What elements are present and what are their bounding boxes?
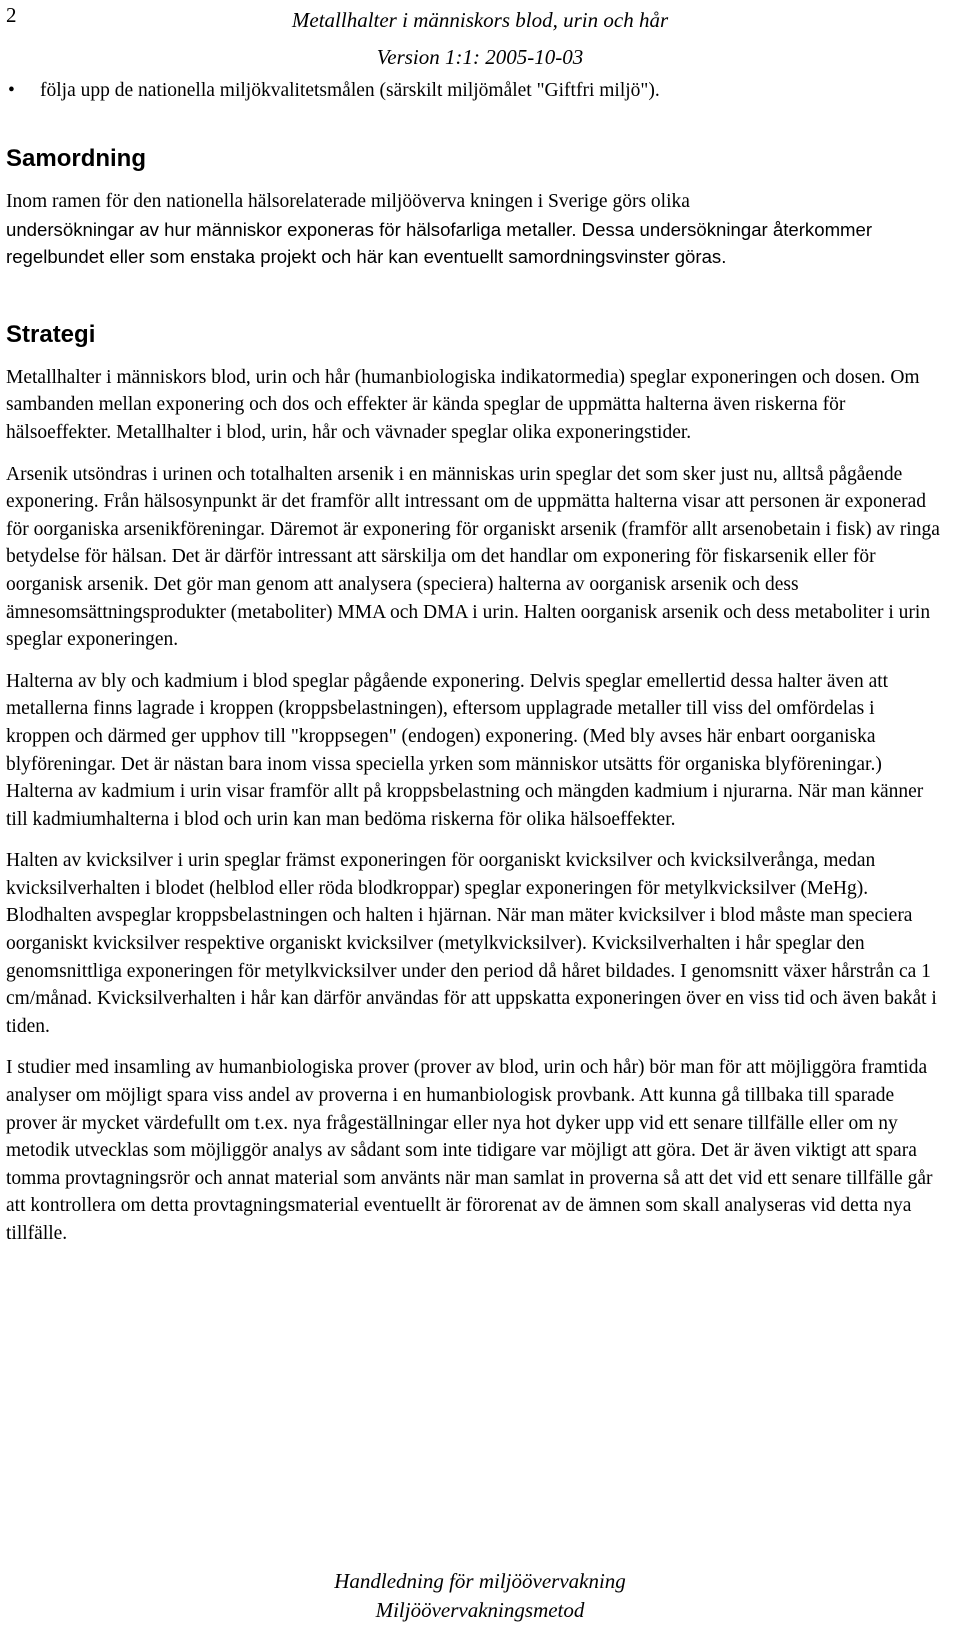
strategi-paragraph-3: Halterna av bly och kadmium i blod speglar pågående exponering. Delvis speglar emellertid dessa halter även att metallerna finns lagrade i kroppen (kroppsbelastningen), eftersom upplagrade metaller till viss del omfördelas i kroppen och därmed ger upphov till "kroppsegen" (endogen) exponering. (Med bly avses här enbart oorganiska blyföreningar. Det är nästan bara inom vissa speciella yrken som människor utsätts för organiska blyföreningar.) Halterna av kadmium i urin visar framför allt på kroppsbelastning och mängden kadmium i njurarna. När man känner till kadmiumhalterna i blod och urin kan man bedöma riskerna för olika hälsoeffekter. [6,670,924,830]
document-body [6,77,941,1248]
samordning-paragraph [6,188,926,271]
page-footer [0,1567,960,1625]
footer-line-1: Handledning för miljöövervakning [334,1569,626,1593]
strategi-paragraph-5: I studier med insamling av humanbiologiska prover (prover av blod, urin och hår) bör man för att möjliggöra framtida analyser om möjligt spara viss andel av proverna i en humanbiologisk provbank. Att kunna gå tillbaka till sparade prover är mycket värdefullt om t.ex. nya frågeställningar eller nya hot dyker upp vid ett senare tillfälle eller om ny metodik utvecklas som möjliggör analys av sådant som inte tidigare var möjligt att göra. Det är även viktigt att spara tomma provtagningsrör och annat material som använts när man samlat in proverna så att det vid ett senare tillfälle går att kontrollera om detta provtagningsmaterial eventuellt är förorenat av de ämnen som skall analyseras vid detta nya tillfälle. [6,1057,933,1244]
bullet-text: följa upp de nationella miljökvalitetsmålen (särskilt miljömålet "Giftfri miljö"). [40,80,660,101]
page-header [0,2,960,76]
heading-samordning: Samordning [6,145,147,172]
strategi-paragraph-2: Arsenik utsöndras i urinen och totalhalten arsenik i en människas urin speglar det som sker just nu, alltså pågående exponering. Från hälsosynpunkt är det framför allt intressant om de uppmätta halterna visar att personen är exponerad för oorganiska arsenikföreningar. Däremot är exponering för organiskt arsenik (framför allt arsenobetain i fisk) av ringa betydelse för hälsan. Det är därför intressant att särskilja om det handlar om exponering för fiskarsenik eller för oorganisk arsenik. Det gör man genom att analysera (speciera) halterna av oorganisk arsenik och dess ämnesomsättningsprodukter (metaboliter) MMA och DMA i urin. Halten oorganisk arsenik och dess metaboliter i urin speglar exponeringen. [6,463,940,651]
strategi-paragraph-1: Metallhalter i människors blod, urin och hår (humanbiologiska indikatormedia) speglar exponeringen och dosen. Om sambanden mellan exponering och dos och effekter är kända speglar de uppmätta halterna även riskerna för hälsoeffekter. Metallhalter i blod, urin, hår och vävnader speglar olika exponeringstider. [6,366,920,443]
strategi-paragraph-4: Halten av kvicksilver i urin speglar främst exponeringen för oorganiskt kvicksilver och kvicksilverånga, medan kvicksilverhalten i blodet (helblod eller röda blodkroppar) speglar exponeringen för metylkvicksilver (MeHg). Blodhalten avspeglar kroppsbelastningen och halten i hjärnan. När man mäter kvicksilver i blod måste man speciera oorganiskt kvicksilver respektive organiskt kvicksilver (metylkvicksilver). Kvicksilverhalten i hår speglar den genomsnittliga exponeringen för metylkvicksilver under den period då håret bildades. I genomsnitt växer hårstrån ca 1 cm/månad. Kvicksilverhalten i hår kan därför användas för att uppskatta exponeringen över en viss tid och även bakåt i tiden. [6,850,937,1037]
bullet-item [6,77,941,104]
header-version: Version 1:1: 2005-10-03 [376,45,584,69]
footer-line-2: Miljöövervakningsmetod [375,1598,585,1622]
header-title: Metallhalter i människors blod, urin och hår [291,8,669,32]
samordning-line-serif: Inom ramen för den nationella hälsorelaterade miljööverva kningen i Sverige görs olika [6,191,690,212]
page-number: 2 [6,3,17,27]
heading-strategi: Strategi [6,320,96,348]
bullet-icon: • [8,80,15,101]
samordning-text-sans: undersökningar av hur människor exponeras för hälsofarliga metaller. Dessa undersökningar återkommer regelbundet eller som enstaka projekt och här kan eventuellt samordningsvinster göras. [6,218,873,268]
